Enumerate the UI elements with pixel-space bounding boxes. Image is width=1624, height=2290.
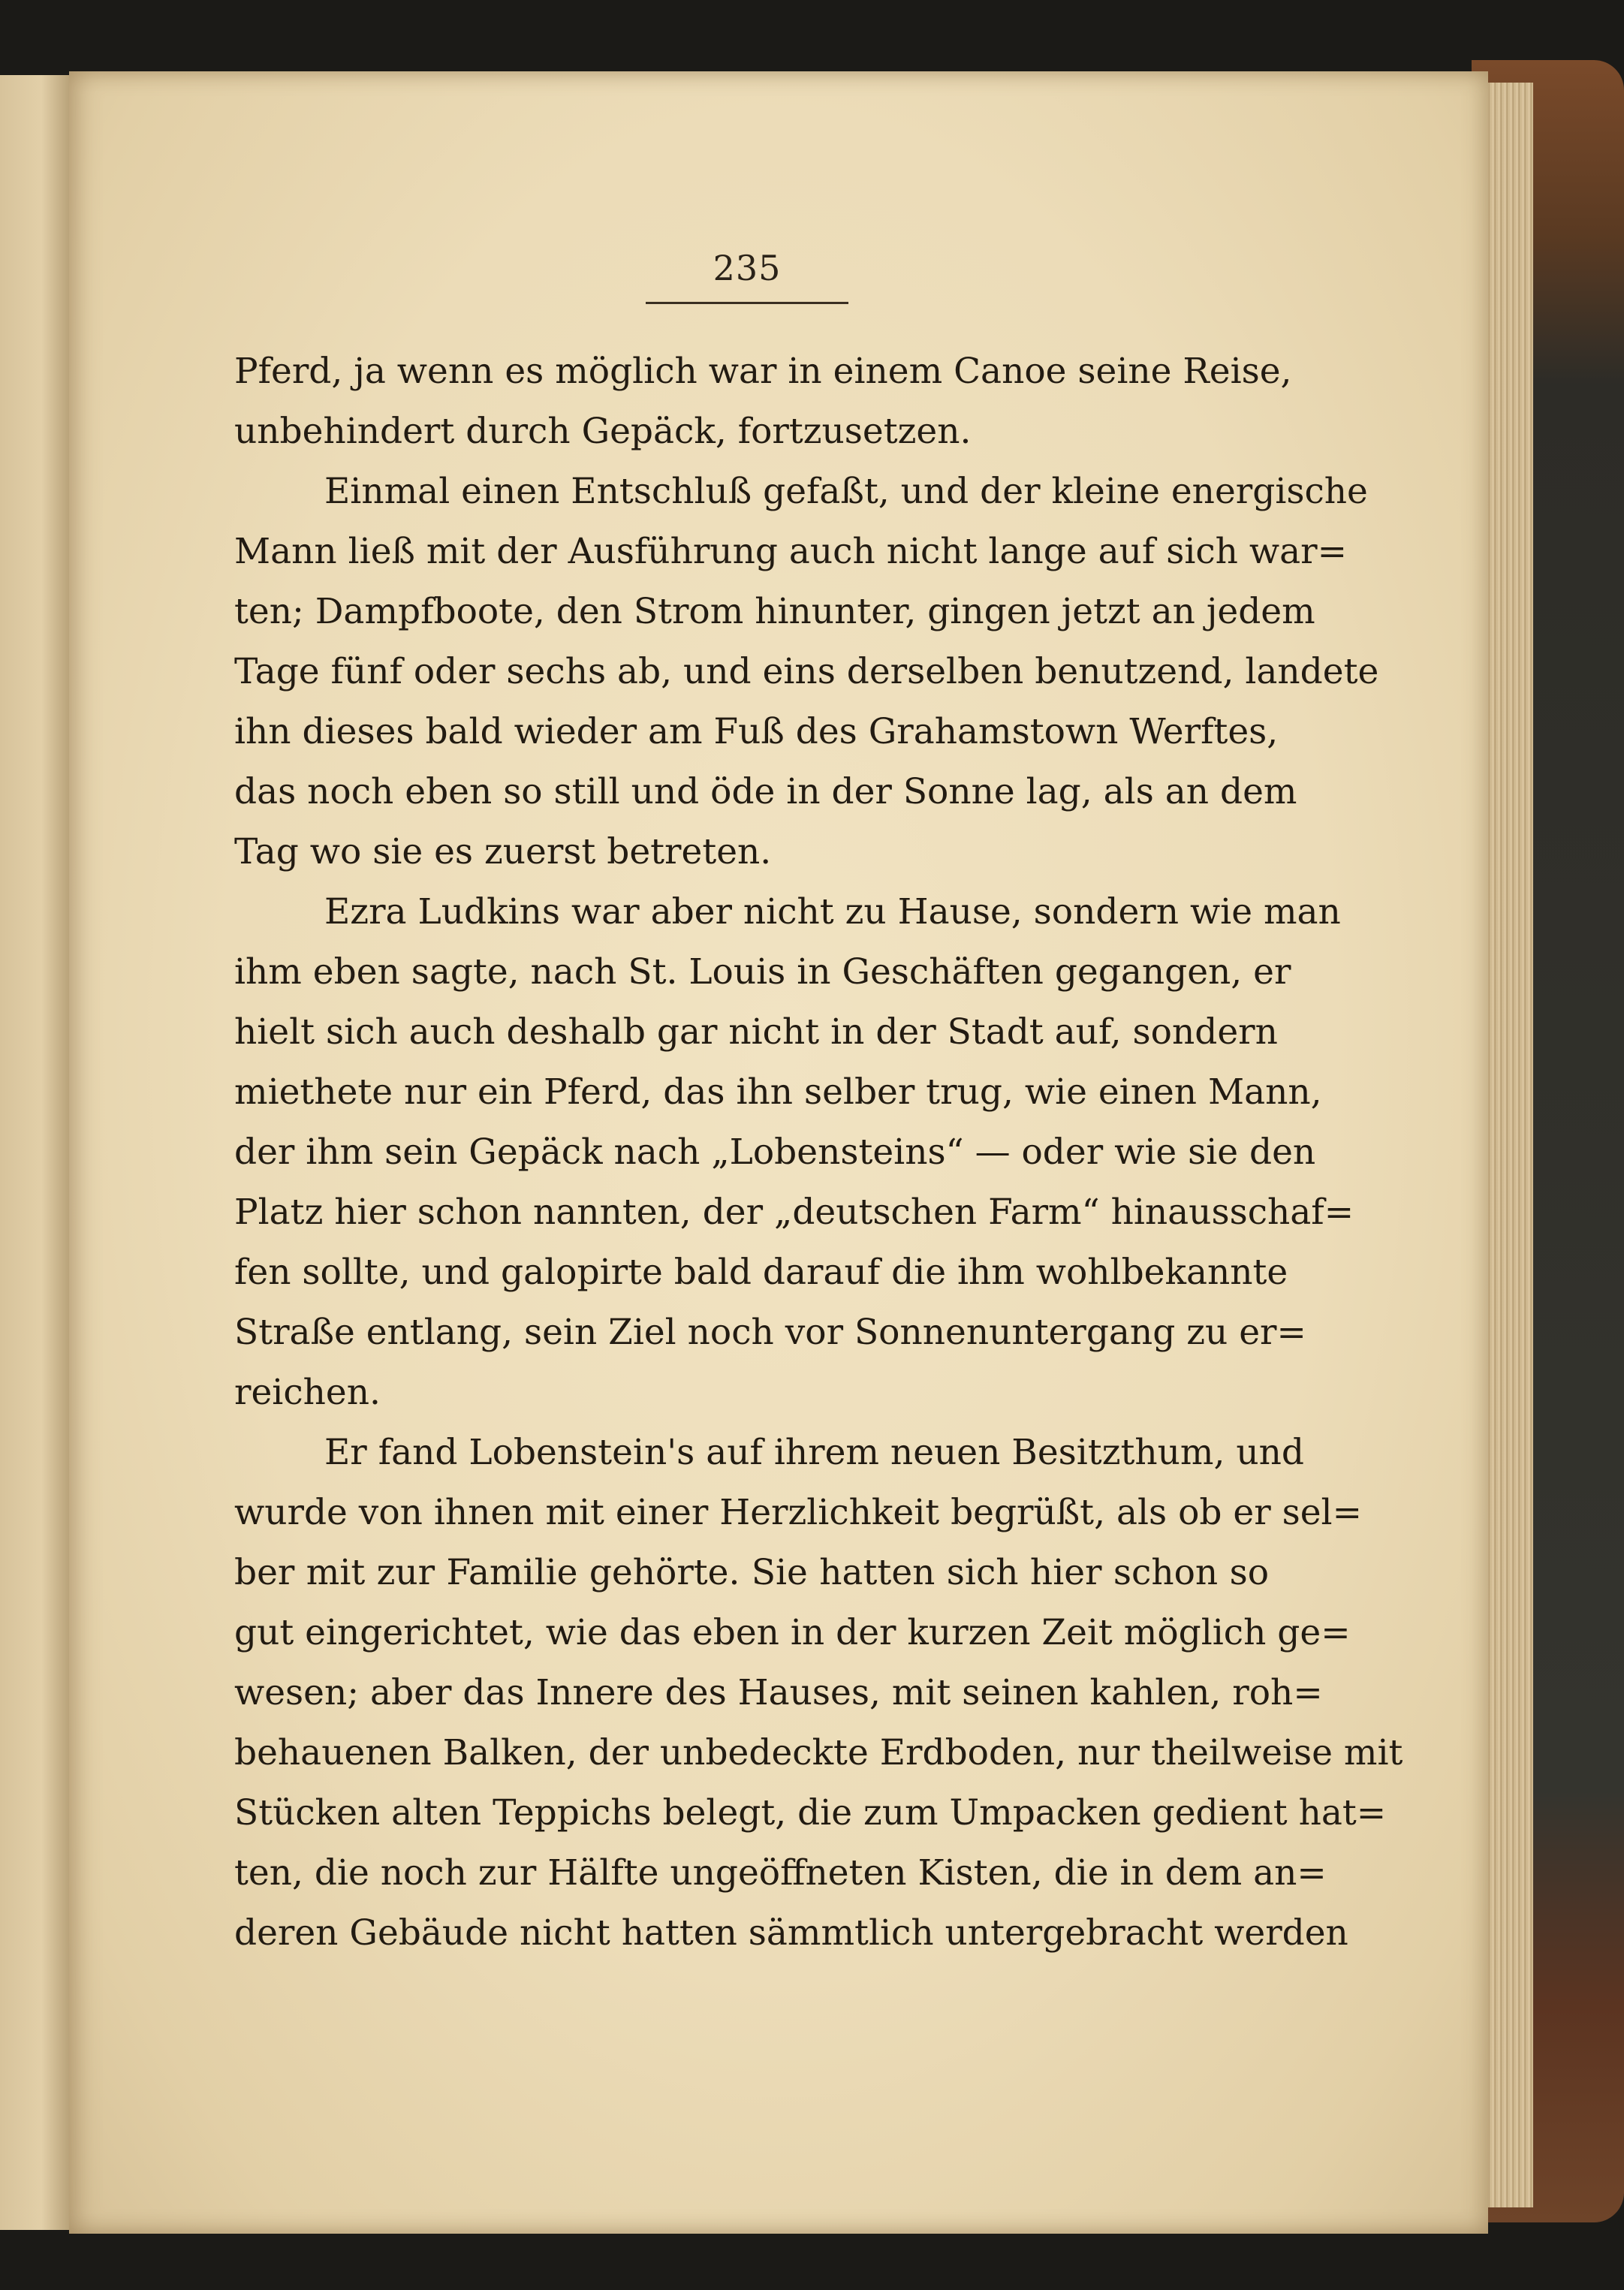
page-number-rule bbox=[646, 302, 848, 304]
text-line: ihm eben sagte, nach St. Louis in Geschäften gegangen, er bbox=[234, 951, 1291, 993]
text-line: Straße entlang, sein Ziel noch vor Sonnenuntergang zu er= bbox=[234, 1312, 1306, 1353]
left-page-edge bbox=[0, 75, 71, 2230]
body-text bbox=[234, 342, 1403, 1963]
text-line: Tage fünf oder sechs ab, und eins derselben benutzend, landete bbox=[234, 651, 1379, 692]
text-line: behauenen Balken, der unbedeckte Erdboden, nur theilweise mit bbox=[234, 1732, 1403, 1773]
text-line: das noch eben so still und öde in der Sonne lag, als an dem bbox=[234, 771, 1297, 812]
text-line: Stücken alten Teppichs belegt, die zum Umpacken gedient hat= bbox=[234, 1792, 1387, 1834]
text-line: gut eingerichtet, wie das eben in der kurzen Zeit möglich ge= bbox=[234, 1612, 1351, 1653]
text-line: Tag wo sie es zuerst betreten. bbox=[234, 831, 772, 872]
text-line: unbehindert durch Gepäck, fortzusetzen. bbox=[234, 411, 972, 452]
text-line: miethete nur ein Pferd, das ihn selber trug, wie einen Mann, bbox=[234, 1071, 1322, 1113]
text-line: der ihm sein Gepäck nach „Lobensteins“ — oder wie sie den bbox=[234, 1131, 1316, 1173]
text-line: Pferd, ja wenn es möglich war in einem Canoe seine Reise, bbox=[234, 351, 1292, 392]
text-line: wurde von ihnen mit einer Herzlichkeit begrüßt, als ob er sel= bbox=[234, 1492, 1362, 1533]
text-line: Platz hier schon nannten, der „deutschen Farm“ hinausschaf= bbox=[234, 1192, 1354, 1233]
text-line: ten; Dampfboote, den Strom hinunter, gingen jetzt an jedem bbox=[234, 591, 1315, 632]
text-line: ten, die noch zur Hälfte ungeöffneten Kisten, die in dem an= bbox=[234, 1852, 1327, 1894]
page-number: 235 bbox=[713, 248, 782, 288]
text-line: ber mit zur Familie gehörte. Sie hatten sich hier schon so bbox=[234, 1552, 1269, 1593]
text-line: Ezra Ludkins war aber nicht zu Hause, sondern wie man bbox=[324, 891, 1341, 933]
text-line: fen sollte, und galopirte bald darauf die ihm wohlbekannte bbox=[234, 1252, 1288, 1293]
text-line: hielt sich auch deshalb gar nicht in der Stadt auf, sondern bbox=[234, 1011, 1278, 1053]
text-line: Einmal einen Entschluß gefaßt, und der kleine energische bbox=[324, 471, 1368, 512]
text-line: Mann ließ mit der Ausführung auch nicht lange auf sich war= bbox=[234, 531, 1347, 572]
text-line: ihn dieses bald wieder am Fuß des Grahamstown Werftes, bbox=[234, 711, 1279, 752]
text-line: deren Gebäude nicht hatten sämmtlich untergebracht werden bbox=[234, 1912, 1348, 1954]
text-line: wesen; aber das Innere des Hauses, mit seinen kahlen, roh= bbox=[234, 1672, 1323, 1713]
text-line: reichen. bbox=[234, 1372, 381, 1413]
text-line: Er fand Lobenstein's auf ihrem neuen Besitzthum, und bbox=[324, 1432, 1304, 1473]
